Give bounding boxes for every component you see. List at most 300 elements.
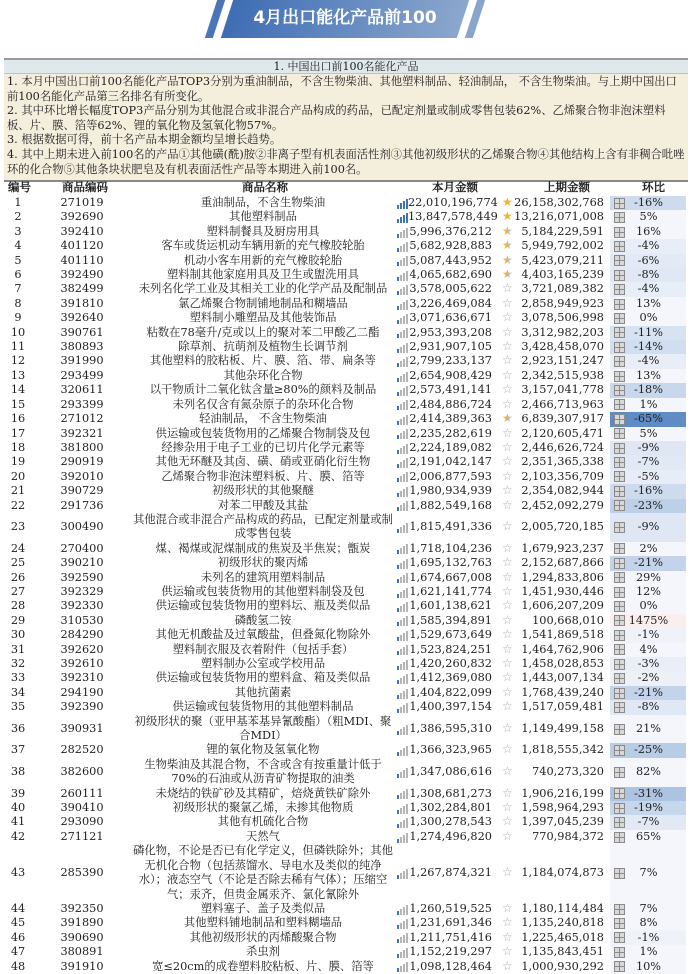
- previous-amount: 2,103,356,709: [521, 469, 604, 483]
- row-number: 44: [10, 901, 26, 915]
- row-number: 18: [10, 440, 26, 454]
- row-number: 24: [10, 541, 26, 555]
- previous-amount-cell: [496, 470, 610, 484]
- previous-amount: 2,923,151,247: [521, 354, 604, 368]
- product-name: 其他抗菌素: [234, 685, 292, 699]
- grid-box-icon: [614, 688, 625, 699]
- table-row: [4, 470, 688, 484]
- product-code: 294190: [60, 685, 104, 699]
- previous-amount: 2,858,949,923: [521, 296, 604, 310]
- change-cell: [610, 671, 686, 685]
- current-amount: 2,953,393,208: [409, 325, 492, 339]
- signal-bars-icon: [397, 457, 408, 468]
- current-amount-cell: [394, 268, 496, 282]
- product-code: 390931: [60, 721, 104, 735]
- row-number: 31: [10, 642, 26, 656]
- star-outline-icon: ☆: [502, 785, 513, 800]
- previous-amount: 1,606,207,209: [521, 599, 604, 613]
- change-percent: 16%: [635, 224, 662, 238]
- header-current-amount: 本月金额: [432, 180, 478, 194]
- product-name: 乙烯聚合物非泡沫塑料板、片、膜、箔等: [161, 469, 365, 483]
- change-cell: [610, 326, 686, 340]
- row-number: 23: [10, 520, 26, 534]
- grid-box-icon: [614, 313, 625, 324]
- signal-bars-icon: [397, 767, 408, 778]
- signal-bars-icon: [397, 313, 408, 324]
- grid-box-icon: [614, 601, 625, 612]
- product-code: 285390: [60, 865, 104, 879]
- previous-amount: 2,446,626,724: [521, 440, 604, 454]
- product-code: 390210: [60, 556, 104, 570]
- previous-amount-cell: [496, 383, 610, 397]
- product-name: 氯乙烯聚合物制铺地制品和糊墙品: [178, 296, 348, 310]
- current-amount: 1,366,323,965: [409, 743, 492, 757]
- grid-box-icon: [614, 241, 625, 252]
- current-amount: 3,071,636,671: [409, 311, 492, 325]
- signal-bars-icon: [397, 414, 408, 425]
- product-code: 391890: [60, 916, 104, 930]
- previous-amount-cell: [496, 960, 610, 974]
- current-amount: 5,087,443,952: [409, 253, 492, 267]
- star-outline-icon: ☆: [502, 598, 513, 613]
- grid-box-icon: [614, 615, 625, 626]
- grid-box-icon: [614, 868, 625, 879]
- change-cell: [610, 513, 686, 542]
- table-row: [4, 210, 688, 224]
- previous-amount: 13,216,071,008: [514, 210, 604, 224]
- change-cell: [610, 585, 686, 599]
- change-cell: [610, 945, 686, 959]
- row-number: 8: [14, 296, 22, 310]
- product-name: 供运输或包装货物用的塑料坛、瓶及类似品: [155, 599, 371, 613]
- change-percent: 4%: [639, 642, 658, 656]
- product-code: 391810: [60, 296, 104, 310]
- star-icon: ★: [502, 252, 513, 267]
- signal-bars-icon: [397, 673, 408, 684]
- current-amount: 1,274,496,820: [409, 829, 492, 843]
- signal-bars-icon: [397, 284, 408, 295]
- current-amount-cell: [394, 585, 496, 599]
- current-amount-cell: [394, 354, 496, 368]
- header-name: 商品名称: [242, 180, 288, 194]
- change-cell: [610, 599, 686, 613]
- current-amount-cell: [394, 686, 496, 700]
- row-number: 37: [10, 743, 26, 757]
- table-row: [4, 556, 688, 570]
- change-percent: -8%: [637, 268, 660, 282]
- previous-amount: 1,541,869,518: [521, 628, 604, 642]
- summary-notes: [4, 74, 688, 182]
- previous-amount: 1,443,007,134: [521, 671, 604, 685]
- grid-box-icon: [614, 385, 625, 396]
- current-amount: 2,006,877,593: [409, 469, 492, 483]
- current-amount: 1,523,824,251: [409, 642, 492, 656]
- change-percent: -6%: [637, 253, 660, 267]
- row-number: 41: [10, 815, 26, 829]
- grid-box-icon: [614, 904, 625, 915]
- section-heading: 1. 中国出口前100名能化产品: [4, 60, 688, 74]
- current-amount-cell: [394, 470, 496, 484]
- signal-bars-icon: [397, 702, 408, 713]
- signal-bars-icon: [397, 615, 408, 626]
- previous-amount-cell: [496, 830, 610, 844]
- product-code: 390729: [60, 484, 104, 498]
- signal-bars-icon: [397, 817, 408, 828]
- signal-bars-icon: [397, 356, 408, 367]
- table-row: [4, 743, 688, 757]
- product-name: 塑料制餐具及厨房用具: [206, 224, 320, 238]
- grid-box-icon: [614, 558, 625, 569]
- row-number: 7: [14, 282, 22, 296]
- grid-box-icon: [614, 724, 625, 735]
- table-row: [4, 225, 688, 239]
- product-name: 未列名的建筑用塑料制品: [200, 570, 326, 584]
- change-cell: [610, 383, 686, 397]
- signal-bars-icon: [397, 630, 408, 641]
- star-outline-icon: ☆: [502, 382, 513, 397]
- current-amount-cell: [394, 671, 496, 685]
- current-amount: 2,235,282,619: [409, 426, 492, 440]
- previous-amount-cell: [496, 210, 610, 224]
- product-name: 塑料制其他家庭用具及卫生或盥洗用具: [166, 268, 360, 282]
- product-code: 260111: [60, 786, 104, 800]
- current-amount: 1,815,491,336: [409, 520, 492, 534]
- change-percent: -8%: [637, 700, 660, 714]
- star-outline-icon: ☆: [502, 900, 513, 915]
- previous-amount-cell: [496, 520, 610, 534]
- previous-amount-cell: [496, 700, 610, 714]
- change-cell: [610, 743, 686, 757]
- star-outline-icon: ☆: [502, 656, 513, 670]
- previous-amount: 6,839,307,917: [521, 412, 604, 426]
- table-row: [4, 441, 688, 455]
- current-amount: 1,601,138,621: [409, 599, 492, 613]
- product-name: 塑料制衣服及衣着附件（包括手套）: [172, 642, 354, 656]
- grid-box-icon: [614, 371, 625, 382]
- change-percent: 1475%: [628, 613, 669, 627]
- row-number: 45: [10, 916, 26, 930]
- previous-amount-cell: [496, 398, 610, 412]
- grid-box-icon: [614, 284, 625, 295]
- star-outline-icon: ☆: [502, 519, 513, 534]
- table-row: [4, 311, 688, 325]
- product-code: 310530: [60, 613, 104, 627]
- change-percent: -31%: [634, 786, 663, 800]
- product-code: 271121: [60, 829, 104, 843]
- star-outline-icon: ☆: [502, 764, 513, 779]
- current-amount: 1,211,751,416: [409, 930, 492, 944]
- row-number: 29: [10, 613, 26, 627]
- change-cell: [610, 960, 686, 974]
- current-amount-cell: [394, 787, 496, 801]
- change-percent: -7%: [637, 455, 660, 469]
- current-amount-cell: [394, 628, 496, 642]
- row-number: 38: [10, 765, 26, 779]
- previous-amount-cell: [496, 643, 610, 657]
- row-number: 14: [10, 383, 26, 397]
- current-amount-cell: [394, 225, 496, 239]
- table-row: [4, 297, 688, 311]
- product-code: 392321: [60, 426, 104, 440]
- star-icon: ★: [502, 223, 513, 238]
- signal-bars-icon: [397, 572, 408, 583]
- previous-amount: 3,157,041,778: [521, 383, 604, 397]
- table-row: [4, 815, 688, 829]
- change-percent: -4%: [637, 354, 660, 368]
- previous-amount: 1,397,045,239: [521, 815, 604, 829]
- previous-amount-cell: [496, 326, 610, 340]
- product-code: 392690: [60, 210, 104, 224]
- current-amount: 22,010,196,774: [408, 196, 498, 209]
- row-number: 30: [10, 628, 26, 642]
- table-row: [4, 700, 688, 714]
- current-amount-cell: [394, 297, 496, 311]
- product-name: 其他有机硫化合物: [217, 815, 309, 829]
- row-number: 42: [10, 829, 26, 843]
- product-code: 392310: [60, 671, 104, 685]
- row-number: 34: [10, 685, 26, 699]
- star-outline-icon: ☆: [502, 396, 513, 411]
- change-percent: -23%: [634, 498, 663, 512]
- current-amount-cell: [394, 700, 496, 714]
- table-row: [4, 916, 688, 930]
- previous-amount: 2,120,605,471: [521, 426, 604, 440]
- product-code: 300490: [60, 520, 104, 534]
- current-amount: 1,308,681,273: [409, 786, 492, 800]
- change-percent: 29%: [635, 570, 662, 584]
- grid-box-icon: [614, 198, 625, 209]
- product-name: 其他初级形状的丙烯酸聚合物: [189, 930, 337, 944]
- row-number: 12: [10, 354, 26, 368]
- star-outline-icon: ☆: [502, 612, 513, 627]
- product-code: 382499: [60, 282, 104, 296]
- current-amount: 2,414,389,363: [409, 412, 492, 426]
- change-cell: [610, 484, 686, 498]
- table-row: [4, 412, 688, 426]
- change-percent: 7%: [639, 901, 658, 915]
- grid-box-icon: [614, 428, 625, 439]
- change-percent: 21%: [635, 721, 662, 735]
- change-percent: -16%: [634, 484, 663, 498]
- table-header: [4, 180, 688, 194]
- previous-amount-cell: [496, 369, 610, 383]
- change-percent: -18%: [634, 383, 663, 397]
- change-cell: [610, 297, 686, 311]
- product-code: 401120: [60, 239, 104, 253]
- previous-amount-cell: [496, 441, 610, 455]
- table-row: [4, 715, 688, 744]
- previous-amount: 2,342,515,938: [521, 368, 604, 382]
- star-icon: ★: [502, 238, 513, 253]
- change-percent: -9%: [637, 440, 660, 454]
- product-code: 382600: [60, 765, 104, 779]
- current-amount-cell: [394, 484, 496, 498]
- product-name: 塑料制办公室或学校用品: [200, 657, 326, 670]
- header-code: 商品编码: [62, 180, 108, 194]
- product-name: 锂的氧化物及氢氧化物: [206, 743, 320, 757]
- row-number: 39: [10, 786, 26, 800]
- change-percent: -21%: [634, 685, 663, 699]
- current-amount: 1,400,397,154: [409, 700, 492, 714]
- product-code: 392390: [60, 700, 104, 714]
- change-percent: -3%: [637, 657, 660, 670]
- previous-amount: 3,721,089,382: [521, 282, 604, 296]
- grid-box-icon: [614, 767, 625, 778]
- product-code: 270400: [60, 541, 104, 555]
- change-cell: [610, 686, 686, 700]
- current-amount-cell: [394, 657, 496, 671]
- star-icon: ★: [502, 209, 513, 224]
- previous-amount-cell: [496, 931, 610, 945]
- change-cell: [610, 643, 686, 657]
- change-percent: 5%: [639, 426, 658, 440]
- current-amount: 3,226,469,084: [409, 296, 492, 310]
- row-number: 25: [10, 556, 26, 570]
- change-cell: [610, 196, 686, 210]
- previous-amount: 5,184,229,591: [521, 224, 604, 238]
- change-percent: -25%: [634, 743, 663, 757]
- current-amount: 2,654,908,429: [409, 368, 492, 382]
- grid-box-icon: [614, 572, 625, 583]
- grid-box-icon: [614, 587, 625, 598]
- product-code: 390410: [60, 801, 104, 815]
- grid-box-icon: [614, 227, 625, 238]
- row-number: 48: [10, 959, 26, 973]
- star-outline-icon: ☆: [502, 310, 513, 325]
- star-outline-icon: ☆: [502, 483, 513, 498]
- table-row: [4, 643, 688, 657]
- current-amount-cell: [394, 902, 496, 916]
- product-name: 其他无环醚及其卤、磺、硝或亚硝化衍生物: [155, 455, 371, 469]
- change-percent: -1%: [637, 930, 660, 944]
- product-code: 290919: [60, 455, 104, 469]
- current-amount-cell: [394, 801, 496, 815]
- star-outline-icon: ☆: [502, 497, 513, 512]
- previous-amount: 1,517,059,481: [521, 700, 604, 714]
- star-outline-icon: ☆: [502, 814, 513, 829]
- signal-bars-icon: [397, 198, 408, 209]
- star-outline-icon: ☆: [502, 864, 513, 879]
- product-name: 其他无机酸盐及过氧酸盐，但叠氮化物除外: [155, 628, 371, 642]
- star-icon: ★: [502, 411, 513, 426]
- previous-amount: 5,949,792,002: [521, 239, 604, 253]
- product-name: 宽≤20cm的成卷塑料胶粘板、片、膜、箔等: [152, 959, 374, 973]
- star-outline-icon: ☆: [502, 742, 513, 757]
- star-outline-icon: ☆: [502, 929, 513, 944]
- change-percent: -14%: [634, 340, 663, 354]
- change-percent: 0%: [639, 311, 658, 325]
- product-name: 未列名仅含有氮杂原子的杂环化合物: [172, 397, 354, 411]
- product-name: 以干物质计二氧化钛含量≥80%的颜料及制品: [149, 383, 377, 397]
- star-outline-icon: ☆: [502, 583, 513, 598]
- table-row: [4, 499, 688, 513]
- header-previous-amount: 上期金额: [544, 180, 590, 194]
- product-name: 初级形状的聚（亚甲基苯基异氰酸酯）（粗MDI、聚合MDI）: [134, 714, 392, 743]
- signal-bars-icon: [397, 947, 408, 958]
- change-percent: -11%: [634, 325, 663, 339]
- grid-box-icon: [614, 500, 625, 511]
- current-amount-cell: [394, 643, 496, 657]
- change-cell: [610, 758, 686, 787]
- previous-amount: 2,351,365,338: [521, 455, 604, 469]
- table-row: [4, 354, 688, 368]
- current-amount-cell: [394, 542, 496, 556]
- previous-amount-cell: [496, 686, 610, 700]
- change-cell: [610, 441, 686, 455]
- previous-amount-cell: [496, 556, 610, 570]
- product-code: 392329: [60, 584, 104, 598]
- table-row: [4, 614, 688, 628]
- previous-amount: 3,428,458,070: [521, 340, 604, 354]
- signal-bars-icon: [397, 803, 408, 814]
- current-amount: 2,931,907,105: [409, 340, 492, 354]
- star-outline-icon: ☆: [502, 720, 513, 735]
- grid-box-icon: [614, 299, 625, 310]
- change-percent: 2%: [639, 541, 658, 555]
- current-amount-cell: [394, 556, 496, 570]
- note-4: 4. 其中上期未进入前100名的产品①其他磺(酰)胺②非离子型有机表面活性剂③其他初级形状的乙烯聚合物④其他结构上含有非稠合吡唑环的化合物⑤其他条块状肥皂及有机表面活性产品等本期进入前100名。: [7, 147, 685, 176]
- row-number: 35: [10, 700, 26, 714]
- table-row: [4, 196, 688, 210]
- table-row: [4, 427, 688, 441]
- current-amount: 13,847,578,449: [408, 210, 498, 224]
- previous-amount: 3,078,506,998: [521, 311, 604, 325]
- current-amount-cell: [394, 520, 496, 534]
- previous-amount-cell: [496, 542, 610, 556]
- previous-amount: 3,312,982,203: [521, 325, 604, 339]
- signal-bars-icon: [397, 745, 408, 756]
- change-percent: -19%: [634, 801, 663, 815]
- current-amount-cell: [394, 916, 496, 930]
- signal-bars-icon: [397, 961, 408, 972]
- change-percent: -21%: [634, 556, 663, 570]
- change-percent: -16%: [634, 196, 663, 209]
- table-row: [4, 585, 688, 599]
- previous-amount-cell: [496, 671, 610, 685]
- signal-bars-icon: [397, 932, 408, 943]
- current-amount: 4,065,682,690: [409, 268, 492, 282]
- previous-amount-cell: [496, 340, 610, 354]
- previous-amount-cell: [496, 297, 610, 311]
- signal-bars-icon: [397, 255, 408, 266]
- change-percent: 65%: [635, 829, 662, 843]
- previous-amount-cell: [496, 282, 610, 296]
- signal-bars-icon: [397, 399, 408, 410]
- row-number: 11: [10, 340, 26, 354]
- product-name: 其他塑料的胶粘板、片、膜、箔、带、扁条等: [150, 354, 376, 368]
- current-amount: 5,682,928,883: [409, 239, 492, 253]
- table-row: [4, 326, 688, 340]
- previous-amount: 1,294,833,806: [521, 570, 604, 584]
- change-cell: [610, 902, 686, 916]
- table-row: [4, 542, 688, 556]
- star-icon: ★: [502, 267, 513, 282]
- previous-amount: 1,598,964,293: [521, 801, 604, 815]
- current-amount-cell: [394, 311, 496, 325]
- star-outline-icon: ☆: [502, 699, 513, 714]
- grid-box-icon: [614, 522, 625, 533]
- signal-bars-icon: [397, 428, 408, 439]
- note-3: 3. 根据数据可得，前十名产品本期金额均呈增长趋势。: [7, 133, 282, 147]
- grid-box-icon: [614, 356, 625, 367]
- previous-amount-cell: [496, 614, 610, 628]
- grid-box-icon: [614, 486, 625, 497]
- product-name: 初级形状的其他聚醚: [212, 484, 314, 498]
- product-code: 391990: [60, 354, 104, 368]
- grid-box-icon: [614, 414, 625, 425]
- signal-bars-icon: [397, 342, 408, 353]
- current-amount-cell: [394, 282, 496, 296]
